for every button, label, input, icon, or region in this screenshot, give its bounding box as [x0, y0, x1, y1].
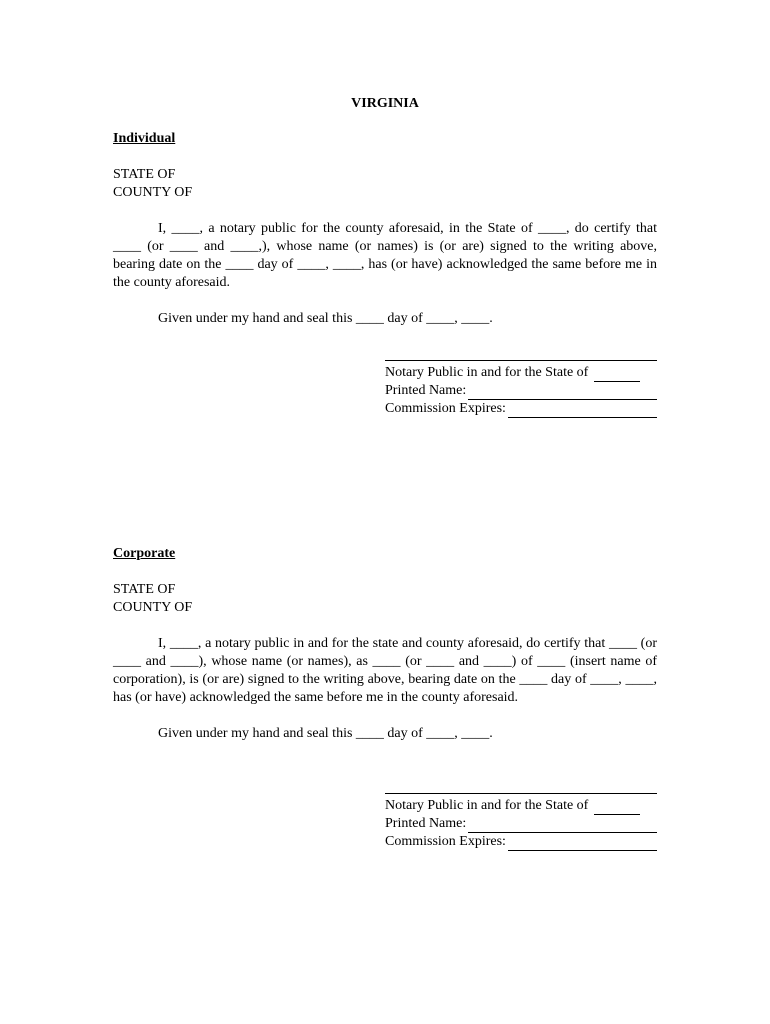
- individual-section: [113, 130, 657, 328]
- individual-printed-name-blank[interactable]: [468, 385, 657, 400]
- individual-certification-paragraph: I, ____, a notary public for the county aforesaid, in the State of ____, do certify that ____ (or ____ and ____,), whose name (or names) is (or are) signed to the writing above, bearing date on the ____ day of ____, ____, has (or have) acknowledged the same before me in the county aforesaid.: [113, 221, 657, 290]
- individual-notary-row: [385, 364, 657, 382]
- document-title: VIRGINIA: [351, 96, 419, 111]
- corporate-signature-line[interactable]: [385, 793, 657, 794]
- corporate-given-line: Given under my hand and seal this ____ day of ____, ____.: [158, 726, 493, 741]
- individual-signature-block: [385, 360, 657, 418]
- individual-commission-blank[interactable]: [508, 403, 657, 418]
- corporate-printed-name-row: [385, 815, 657, 833]
- individual-state-blank[interactable]: [594, 367, 640, 382]
- individual-given-line: Given under my hand and seal this ____ day of ____, ____.: [158, 311, 493, 326]
- individual-county-label: COUNTY OF: [113, 185, 193, 200]
- corporate-state-label: STATE OF: [113, 582, 176, 597]
- corporate-commission-row: [385, 833, 657, 851]
- individual-commission-label: Commission Expires:: [385, 401, 506, 416]
- corporate-commission-label: Commission Expires:: [385, 834, 506, 849]
- individual-commission-row: [385, 400, 657, 418]
- corporate-county-label: COUNTY OF: [113, 600, 193, 615]
- corporate-commission-blank[interactable]: [508, 836, 657, 851]
- individual-signature-line[interactable]: [385, 360, 657, 361]
- corporate-certification-paragraph: I, ____, a notary public in and for the state and county aforesaid, do certify that ____ (or ____ and ____), whose name (or names), as ____ (or ____ and ____) of ____ (insert name of corporation), is (or are) signed to the writing above, bearing date on the ____ day of ____, ____, has (or have) acknowledged the same before me in the county aforesaid.: [113, 636, 657, 705]
- corporate-section: [113, 545, 657, 743]
- individual-printed-name-row: [385, 382, 657, 400]
- individual-heading: Individual: [113, 131, 176, 146]
- corporate-printed-name-blank[interactable]: [468, 818, 657, 833]
- corporate-state-blank[interactable]: [594, 800, 640, 815]
- corporate-notary-label: Notary Public in and for the State of: [385, 798, 589, 813]
- individual-printed-name-label: Printed Name:: [385, 383, 467, 398]
- individual-state-label: STATE OF: [113, 167, 176, 182]
- corporate-notary-row: [385, 797, 657, 815]
- corporate-signature-block: [385, 793, 657, 851]
- corporate-printed-name-label: Printed Name:: [385, 816, 467, 831]
- individual-notary-label: Notary Public in and for the State of: [385, 365, 589, 380]
- individual-venue: [113, 166, 657, 202]
- corporate-venue: [113, 581, 657, 617]
- corporate-heading: Corporate: [113, 546, 176, 561]
